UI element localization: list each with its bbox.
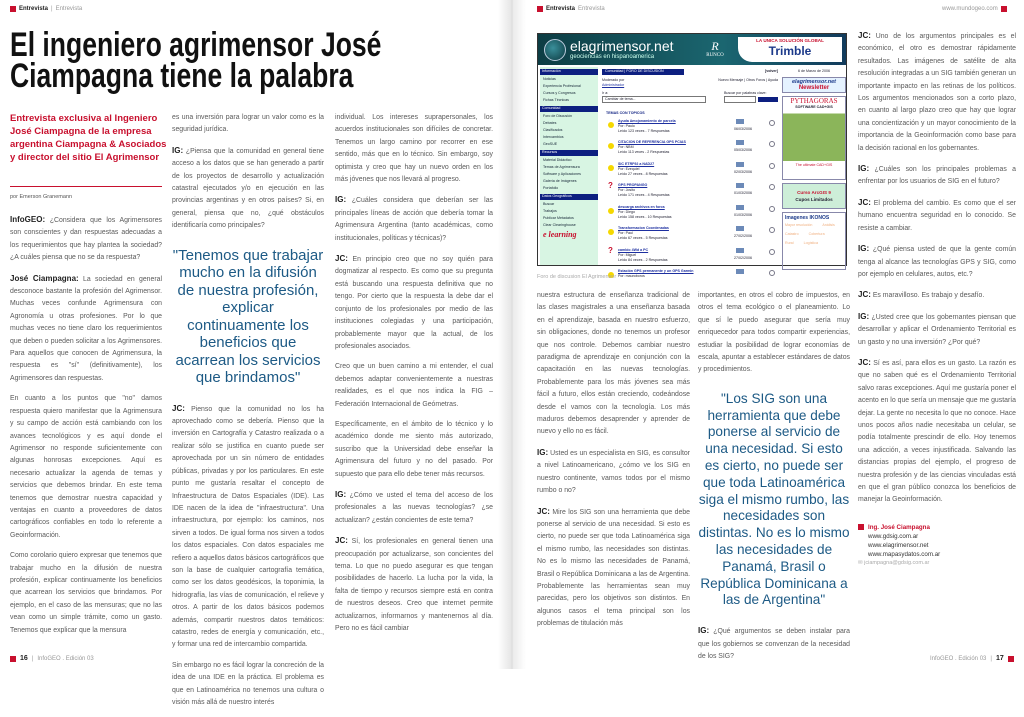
topic-title[interactable]: Ayuda Amojonamiento de parcela bbox=[618, 118, 676, 123]
paragraph-text: ¿Qué piensa usted de que la gente común tenga al alcance las tecnologías GPS y SIG, como por ejemplo en celulares, autos, etc.? bbox=[858, 246, 1016, 278]
paragraph bbox=[537, 290, 690, 439]
column-1 bbox=[537, 290, 690, 639]
paragraph bbox=[537, 506, 690, 631]
ikonos-item: Mayor resolución bbox=[785, 223, 813, 227]
speaker-label: JC: bbox=[335, 254, 348, 264]
sidebar-link[interactable]: Cursos y Congresos bbox=[543, 91, 576, 95]
topic-author: Por: Paul bbox=[618, 231, 633, 235]
sidebar-link[interactable]: Noticias bbox=[543, 77, 556, 81]
site-brand: elagrimensor.net bbox=[570, 37, 674, 54]
topic-list bbox=[602, 119, 778, 289]
paragraph-text: Sí es así, para ellos es un gasto. La razón es que no saben qué es el Ordenamiento Territorial salvo raras excepciones. Aquí me gustaría poner el acento en lo que sería un mensaje que me gustaría dejar. La gente no necesita lo que no conoce. Hace unos pocos años nadie necesitaba un celular, se podía totalmente prescindir de ello. Hoy tenemos una adicción, a veces injustificada. Salvando las distancias propias del ejemplo, el progreso de nuestra profesión y de las ciencias vinculadas está en que el gran público conozca los beneficios de manejar la Geoinformación. bbox=[858, 359, 1016, 504]
topic-author: Por: NBM bbox=[618, 145, 634, 149]
sidebar-link[interactable]: Intercambios bbox=[543, 135, 564, 139]
paragraph bbox=[335, 112, 493, 186]
column-2 bbox=[172, 112, 324, 717]
topic-author: Por: Diego bbox=[618, 209, 635, 214]
topic-stats: Leído 27 veces - 8 Respuestas bbox=[618, 171, 668, 176]
speaker-label: InfoGEO: bbox=[10, 215, 46, 224]
paragraph bbox=[858, 311, 1016, 349]
site-right-column: 6 de Marzo de 2006 elagrimensor.net Newsletter PYTHAGORAS SOFTWARE CAD+GIS The ultimate CAD+GIS Curso ArcGIS 9 Cupos Limitados Imagenes IKONOS Mayor resolución Análisis Catastro Cobertura Rural Logística bbox=[782, 67, 846, 265]
flag-icon bbox=[736, 162, 744, 167]
elearning-link[interactable]: e learning bbox=[543, 230, 577, 239]
sidebar-link[interactable]: Publicar Metadatos bbox=[543, 216, 574, 220]
sidebar-link[interactable]: Software y Aplicaciones bbox=[543, 172, 581, 176]
paragraph-text: En cuanto a los puntos que "no" damos respuesta quiero manifestar que la Agrimensura y su campo de acción está cambiando con los avances tecnológicos y es aquí donde el Agrimensor no responde suficientemente con algunas honrosas excepciones. Aquí es necesario actualizar la agenda de temas y servicios que debemos brindar. En este tema tenemos que demostrar nuestra capacidad y ventajas en cuanto a proveedores de datos cartográficos confiables en todo lo referente a Geoinformación. bbox=[10, 395, 162, 539]
site-header: elagrimensor.net geociencias en hispanoamerica R RUNCO LA UNICA SOLUCIÓN GLOBAL Trimble bbox=[538, 34, 846, 65]
topic-author: Por: Ezequiel bbox=[618, 166, 640, 171]
topic-stats: Leído 113 veces - 2 Respuestas bbox=[618, 150, 670, 154]
status-icon bbox=[769, 163, 775, 169]
sidebar-section-header: Comunidad bbox=[540, 106, 598, 112]
speaker-label: JC: bbox=[858, 31, 871, 40]
paragraph-text: Uno de los argumentos principales es el económico, el otro es demostrar rápidamente resultados. Las imágenes de satélite de alta resolución integradas a un SIG también generan un importante impacto en las retinas de los políticos. Los argumentos mencionados son a corto plazo, en cuanto al largo plazo creo que hay que lograr una concientización y un mayor conocimiento de la importancia de la Geoinformación como base para la decisión racional en los gobernantes. bbox=[858, 33, 1016, 152]
forum-panel: Comunidad | FORO DE DISCUSION [volver] Moderado por Administrador Nuevo Mensaje | Otros Foros | Ayuda Ir a: Cambiar de tema... Buscar por palabras clave: TEMAS CON TOPICOS Ayuda Amojonamiento de parcela Por: Paulo Leído 123 veces - 7 Respuestas 06/03/2006 CITACION DE REFERENCIA GPS PCIAS Por: NBM Leído 113 veces - 2 Respuestas 05/03/2006 SIC ETRF92 a NAD27 Por: Ezequiel Leído 27 veces - 8 Respuestas 02/03/2006 ? GPS PROPANGO Por: Josito Leído 171 veces - 4 Respuestas 01/03/2006 descarga archivos en foros Por: Diego Leído 158 veces - 10 Respuestas 01/03/2006 Transformacion Coordenadas Por: Paul Leído 67 veces - 5 Respuestas 27/02/2006 ? cambio 4Wd a PC Por: Miguel Leído 84 veces - 2 Respuestas 27/02/2006 Estación GPS permanente y un GPS Garmin Por: mauroboros bbox=[602, 67, 778, 265]
status-icon bbox=[769, 206, 775, 212]
ikonos-item: Catastro bbox=[785, 232, 799, 236]
right-page bbox=[512, 0, 1024, 669]
topic-author: Por: mauroboros bbox=[618, 274, 645, 278]
topic-date: 05/03/2006 bbox=[734, 148, 752, 152]
topic-row[interactable] bbox=[604, 245, 778, 267]
sidebar-link[interactable]: Galería de Imágenes bbox=[543, 179, 577, 183]
paragraph bbox=[335, 489, 493, 527]
signature-link[interactable]: www.gdsig.com.ar bbox=[868, 532, 919, 540]
red-square-icon bbox=[537, 6, 543, 12]
paragraph-text: En principio creo que no soy quién para dogmatizar al respecto. Es como que su pregunta está buscando una respuesta definitiva que no tengo. Por cierto que la respuesta la debe dar el conjunto de los profesionales por medio de las instituciones colegiadas y una participación, probablemente mayor que la actual, de los profesionales asociados. bbox=[335, 256, 493, 350]
sidebar-section-header: Datos Geográficos bbox=[540, 194, 598, 200]
image-caption: Foro de discusion El Agrimensor bbox=[537, 274, 617, 280]
flag-icon bbox=[736, 119, 744, 124]
paragraph-text: Sí, los profesionales en general tienen una preocupación por actualizarse, son concientes del tema. Lo que no puedo asegurar es que tengan posibilidades de hacerlo. La lucha por la vida, la falta de tiempo y recursos siempre está en contra de nuestros deseos. Creo que internet permite actualizarnos, informarnos y mantenernos al día. Pero no es fácil cambiar bbox=[335, 538, 493, 633]
topic-row[interactable] bbox=[604, 119, 778, 138]
red-square-icon bbox=[858, 524, 864, 530]
question-icon: ? bbox=[608, 181, 613, 190]
speaker-label: IG: bbox=[537, 447, 549, 457]
search-input[interactable] bbox=[724, 96, 756, 103]
sidebar-section-header: Recursos bbox=[540, 150, 598, 156]
paragraph-text: Es maravilloso. Es trabajo y desafío. bbox=[872, 292, 985, 300]
paragraph bbox=[10, 393, 162, 542]
ikonos-item: Logística bbox=[803, 241, 818, 245]
paragraph-text: nuestra estructura de enseñanza tradicional de las clases magistrales a una enseñanza basada en el aprendizaje, basada en nuestro esfuerzo, sin obligaciones, donde no tenemos un profesor que nos controle. Debemos cambiar nuestro paradigma de aprendizaje en conjunción con la capacitación en las nuevas tecnologías. Probablemente para los más jóvenes sea más fácil a futuro, ellos están creciendo, codeándose desde el vamos con la tecnología. Los más maduros debemos desaprender y aprender de nuevo y ello no es fácil. bbox=[537, 292, 690, 436]
paragraph bbox=[858, 30, 1016, 155]
topic-row[interactable] bbox=[604, 162, 778, 181]
paragraph bbox=[10, 273, 162, 386]
paragraph-text: Como corolario quiero expresar que tenemos que trabajar mucho en la difusión de nuestra profesión, explicar continuamente los beneficios que acarrean los servicios que brindamos. Por ejemplo, en el caso de las mensuras; que no las vean como un simple trámite, como un gasto. Tenemos que explicar que la mensura bbox=[10, 552, 162, 634]
topic-stats: Leído 158 veces - 10 Respuestas bbox=[618, 214, 672, 219]
signature-block: Ing. José Ciampagna www.gdsig.com.ar www.elagrimensor.net www.mapasydatos.com.ar ✉ jciampagna@gdsig.com.ar bbox=[858, 523, 1016, 568]
status-icon bbox=[769, 227, 775, 233]
sidebar-link[interactable]: Experiencia Profesional bbox=[543, 84, 581, 88]
paragraph-text: Sin embargo no es fácil lograr la concreción de la idea de una IDE en la práctica. El problema es que en Latinoamérica no tenemos una cultura o visión más allá de nuestro interés bbox=[172, 661, 324, 706]
paragraph-text: ¿Cuáles considera que deberían ser las principales líneas de acción que debería tomar la Agrimensura Argentina (tanto académicas, como institucionales, políticas y técnicas)? bbox=[335, 197, 493, 242]
smiley-icon bbox=[608, 143, 614, 149]
pull-quote: "Los SIG son una herramienta que debe ponerse al servicio de una necesidad. Si esto es cierto, no puede ser que toda Latinoamérica siga el mismo rumbo, las necesidades son distintas. No es lo mismo las necesidades de Panamá, Brasil o República Dominicana a las de Argentina" bbox=[698, 390, 850, 608]
speaker-label: IG: bbox=[335, 195, 347, 205]
signature-link[interactable]: www.mapasydatos.com.ar bbox=[868, 550, 941, 558]
paragraph bbox=[172, 660, 324, 710]
topic-stats: Leído 171 veces - 4 Respuestas bbox=[618, 193, 670, 197]
sidebar-link[interactable]: Debates bbox=[543, 121, 557, 125]
paragraph bbox=[335, 419, 493, 481]
trimble-ad: LA UNICA SOLUCIÓN GLOBAL Trimble bbox=[738, 37, 842, 62]
section-tag: Entrevista | Entrevista bbox=[10, 6, 82, 12]
sidebar-link[interactable]: Portafolio bbox=[543, 186, 559, 190]
sidebar-link[interactable]: Foro de Discusión bbox=[543, 114, 572, 118]
article-subtitle: Entrevista exclusiva al Ingeniero José Ciampagna de la empresa argentina Ciampagna & Asociados y director del sitio El Agrimensor bbox=[10, 113, 167, 163]
topic-title[interactable]: cambio 4Wd a PC bbox=[618, 247, 649, 252]
question-icon: ? bbox=[608, 245, 613, 255]
paragraph bbox=[335, 361, 493, 411]
runco-logo: R RUNCO bbox=[706, 39, 724, 58]
sidebar-link[interactable]: Material Didáctico bbox=[543, 158, 572, 162]
topic-row[interactable] bbox=[604, 183, 778, 202]
site-sidebar bbox=[540, 67, 598, 265]
speaker-label: IG: bbox=[698, 626, 710, 636]
ikonos-item: Cobertura bbox=[808, 232, 825, 236]
flag-icon bbox=[736, 140, 744, 145]
paragraph bbox=[10, 550, 162, 637]
sidebar-link[interactable]: Temas de Agrimensura bbox=[543, 165, 580, 169]
column-3 bbox=[335, 112, 493, 643]
topic-select[interactable]: Cambiar de tema... bbox=[602, 96, 706, 103]
paragraph-text: es una inversión para lograr un valor como es la seguridad jurídica. bbox=[172, 114, 324, 134]
smiley-icon bbox=[608, 208, 614, 214]
paragraph bbox=[172, 145, 324, 233]
topic-title[interactable]: descarga archivos en foros bbox=[618, 204, 665, 209]
paragraph-text: ¿Cuáles son los principales problemas a enfrentar por los usuarios de SIG en el futuro? bbox=[858, 166, 1017, 186]
red-square-icon bbox=[10, 6, 16, 12]
site-url: www.mundogeo.com bbox=[942, 6, 1007, 12]
smiley-icon bbox=[608, 229, 614, 235]
paragraph bbox=[858, 243, 1016, 281]
page-footer: 16 | InfoGEO . Edición 03 bbox=[10, 655, 94, 662]
status-icon bbox=[769, 141, 775, 147]
topic-date: 01/03/2006 bbox=[734, 212, 752, 217]
topic-stats: Leído 123 veces - 7 Respuestas bbox=[618, 128, 670, 133]
speaker-label: IG: bbox=[858, 311, 870, 321]
topic-date: 27/02/2006 bbox=[734, 234, 752, 238]
paragraph-text: Creo que un buen camino a mi entender, el cual debemos adaptar convenientemente a nuestras realidades, es el que nos indica la FIG – Federación Internacional de Geómetras. bbox=[335, 363, 493, 408]
paragraph bbox=[858, 197, 1016, 235]
sidebar-link[interactable]: Buscar bbox=[543, 202, 555, 206]
sidebar-link[interactable]: GeoSUE bbox=[543, 142, 558, 146]
topic-date: 02/03/2006 bbox=[734, 169, 752, 174]
email-icon: ✉ bbox=[858, 559, 863, 566]
topic-title[interactable]: CITACION DE REFERENCIA GPS PCIAS bbox=[618, 140, 686, 144]
topic-row[interactable] bbox=[604, 140, 778, 159]
paragraph bbox=[172, 112, 324, 137]
pull-quote: "Tenemos que trabajar mucho en la difusión de nuestra profesión, explicar continuamente los beneficios que acarrean los servicios que brindamos" bbox=[172, 246, 324, 387]
sidebar-link[interactable]: Clear Clearinghouse bbox=[543, 223, 576, 227]
topic-row[interactable] bbox=[604, 226, 778, 245]
status-icon bbox=[769, 120, 775, 126]
ikonos-item: Análisis bbox=[822, 223, 835, 227]
paragraph bbox=[698, 290, 850, 377]
left-page bbox=[0, 0, 512, 706]
topic-stats: Leído 84 veces - 2 Respuestas bbox=[618, 257, 668, 262]
paragraph bbox=[858, 357, 1016, 507]
sidebar-link[interactable]: Fichas Técnicas bbox=[543, 98, 569, 102]
paragraph-text: Mire los SIG son una herramienta que debe ponerse al servicio de una necesidad. Si esto es cierto, no puede ser que toda Latinoamérica siga el mismo rumbo, las necesidades son distintas. No es lo mismo las necesidades de Panamá, Brasil o República Dominicana a las de Argentina. Probablemente las herramientas sean muy parecidas, pero los objetivos son distintos. En algunos casos el tema principal son los problemas de titulación más bbox=[537, 508, 690, 628]
paragraph-text: importantes, en otros el cobro de impuestos, en otros el tema ecológico o el planeamiento. Lo que sí le puedo asegurar que sería muy enriquecedor para todos compartir experiencias, estudiar la posibilidad de lograr economías de escala, apuntar a establecer estándares de datos y procedimientos. bbox=[698, 292, 850, 374]
topic-date: 27/02/2006 bbox=[734, 255, 752, 260]
paragraph bbox=[858, 163, 1016, 189]
topic-author: Por: Josito bbox=[618, 188, 635, 192]
smiley-icon bbox=[608, 165, 614, 171]
ikonos-ad[interactable]: Imagenes IKONOS Mayor resolución Análisis Catastro Cobertura Rural Logística bbox=[782, 212, 846, 270]
speaker-label: JC: bbox=[858, 197, 871, 207]
topic-row[interactable] bbox=[604, 269, 778, 288]
paragraph bbox=[858, 289, 1016, 302]
red-square-icon bbox=[1001, 6, 1007, 12]
flag-icon bbox=[736, 183, 744, 188]
red-square-icon bbox=[10, 656, 16, 662]
ikonos-item: Rural bbox=[785, 241, 794, 245]
paragraph-text: ¿Usted cree que los gobernantes piensan que desarrollar y aplicar el Ordenamiento Territorial es un gasto y no una inversión? ¿Por qué? bbox=[858, 313, 1016, 346]
speaker-label: JC: bbox=[172, 403, 185, 413]
topic-row[interactable] bbox=[604, 205, 778, 224]
speaker-label: JC: bbox=[335, 536, 348, 546]
column-1 bbox=[10, 214, 162, 645]
pythagoras-ad[interactable]: PYTHAGORAS SOFTWARE CAD+GIS The ultimate CAD+GIS bbox=[782, 96, 846, 180]
column-2 bbox=[698, 290, 850, 671]
sidebar-link[interactable]: Trabajos bbox=[543, 209, 557, 213]
paragraph-text: ¿Cómo ve usted el tema del acceso de los profesionales a las nuevas tecnologías? ¿se actualizan? ¿están concientes de este tema? bbox=[335, 491, 493, 524]
paragraph bbox=[10, 214, 162, 265]
section-tag: Entrevista Entrevista bbox=[537, 6, 605, 12]
speaker-label: JC: bbox=[858, 357, 871, 367]
paragraph-text: ¿Piensa que la comunidad en general tiene acceso a los datos que se han generado a partir de los proyectos de desarrollo y actualización catastral ejecutados y/o en ejecución en las provincias argentinas y en otros países? Si, en general, piensa que no, ¿qué obstáculos identificaría como principales? bbox=[172, 147, 324, 230]
status-icon bbox=[769, 270, 775, 276]
flag-icon bbox=[736, 205, 744, 210]
status-icon bbox=[769, 249, 775, 255]
topic-stats: Leído 67 veces - 5 Respuestas bbox=[618, 236, 668, 240]
column-3 bbox=[858, 30, 1016, 568]
speaker-label: JC: bbox=[537, 506, 550, 516]
topic-title[interactable]: SIC ETRF92 a NAD27 bbox=[618, 161, 655, 166]
globe-icon bbox=[544, 39, 566, 61]
topic-title[interactable]: Transformacion Coordenadas bbox=[618, 226, 669, 230]
paragraph-text: individual. Los intereses suprapersonales, los acuerdos institucionales son difíciles de concretar. Tenemos un largo camino por recorrer en ese sentido, más que en lo técnico. Sin embargo, soy optimista y creo que hay un nuevo orden en los más jóvenes que nos llevará al progreso. bbox=[335, 114, 493, 184]
smiley-icon bbox=[608, 122, 614, 128]
speaker-label: IG: bbox=[172, 145, 184, 155]
signature-link[interactable]: www.elagrimensor.net bbox=[868, 541, 929, 549]
paragraph bbox=[335, 535, 493, 635]
speaker-label: IG: bbox=[858, 164, 870, 174]
divider bbox=[10, 186, 162, 187]
paragraph-text: Usted es un especialista en SIG, es consultor a nivel Latinoamericano, ¿cómo ve los SIG en nuestro continente, vamos todos por el mismo rumbo o no? bbox=[537, 449, 690, 495]
topic-date: 06/03/2006 bbox=[734, 126, 752, 131]
topic-date: 01/03/2006 bbox=[734, 191, 752, 195]
topic-title[interactable]: Estación GPS permanente y un GPS Garmin bbox=[618, 269, 694, 273]
search-button[interactable] bbox=[758, 97, 778, 102]
topic-author: Por: Paulo bbox=[618, 123, 635, 128]
paragraph bbox=[537, 447, 690, 498]
paragraph-text: El problema del cambio. Es como que el ser humano encuentra seguridad en lo conocido. Se resiste a cambiar. bbox=[858, 199, 1016, 232]
byline: por Emerson Granemann bbox=[10, 194, 73, 200]
paragraph bbox=[698, 625, 850, 663]
paragraph-text: ¿Considera que los Agrimensores son conscientes y dan respuestas adecuadas a los requerimientos que hay plantea la sociedad? ¿A cuáles piensa que no se da respuesta? bbox=[10, 217, 163, 262]
status-icon bbox=[769, 184, 775, 190]
paragraph-text: Específicamente, en el ámbito de lo técnico y lo académico donde me siento más autorizado, suscribo que la Universidad debe enseñar la Agrimensura del futuro y no del pasado. Por supuesto que para ello debe tener más recursos. bbox=[335, 420, 493, 478]
newsletter-ad[interactable]: elagrimensor.net Newsletter bbox=[782, 77, 846, 93]
paragraph-text: ¿Qué argumentos se deben instalar para que los gobiernos se convenzan de la necesidad de los SIG? bbox=[698, 628, 850, 661]
topic-title[interactable]: GPS PROPANGO bbox=[618, 183, 648, 187]
sidebar-section-header: Información bbox=[540, 69, 598, 75]
paragraph-text: La sociedad en general desconoce bastante la profesión del Agrimensor. Muchas veces confunde Agrimensura con Agronomía u otras profesiones. Por lo que muchas veces no tiene claro los requerimientos que deben o pueden solicitar a los Agrimensores. Para aquellos que conocen de Agrimensura, la respuesta es "sí" (definitivamente), los Agrimensores dan respuestas. bbox=[10, 275, 162, 382]
sidebar-link[interactable]: Clasificados bbox=[543, 128, 563, 132]
article-title: El ingeniero agrimensor José Ciampagna tiene la palabra bbox=[10, 26, 382, 95]
paragraph bbox=[172, 403, 324, 652]
arcgis-course-ad[interactable]: Curso ArcGIS 9 Cupos Limitados bbox=[782, 183, 846, 209]
paragraph-text: Pienso que la comunidad no los ha aprovechado como se debería. Pienso que la inversión en Cartografía y Catastro realizada o a realizar sólo se justifica en cuanto puede ser aprovechada por un sin número de entidades públicas, privadas y por los particulares. En este punto me gustaría resaltar el concepto de Infraestructura de Datos Espaciales (IDE). Las IDE nacen de la idea de "infraestructura". Una infraestructura, por ejemplo: los caminos, nos sirven a todos. De igual forma nos sirven a todos los datos espaciales. Con datos espaciales me refiero a aquellos datos básicos cartográficos que son la base de cualquier cartografía temática, como ser los datos geodésicos, la toponimia, la hidrografía, las vías de comunicación, el relieve y otros. A partir de los datos básicos podemos además, compartir nuestros datos temáticos: catastro, redes de energía y comunicación, etc., y formar una red de intercambio compartida. bbox=[172, 405, 325, 649]
page-footer: InfoGEO . Edición 03 | 17 bbox=[930, 655, 1014, 662]
speaker-label: IG: bbox=[858, 244, 870, 254]
speaker-label: JC: bbox=[858, 290, 871, 300]
flag-icon bbox=[736, 226, 744, 231]
paragraph bbox=[335, 253, 493, 353]
speaker-label: IG: bbox=[335, 489, 347, 499]
red-square-icon bbox=[1008, 656, 1014, 662]
speaker-label: José Ciampagna: bbox=[10, 273, 79, 283]
paragraph bbox=[335, 194, 493, 245]
flag-icon bbox=[736, 248, 744, 253]
flag-icon bbox=[736, 269, 744, 274]
topic-author: Por: Miguel bbox=[618, 252, 637, 257]
